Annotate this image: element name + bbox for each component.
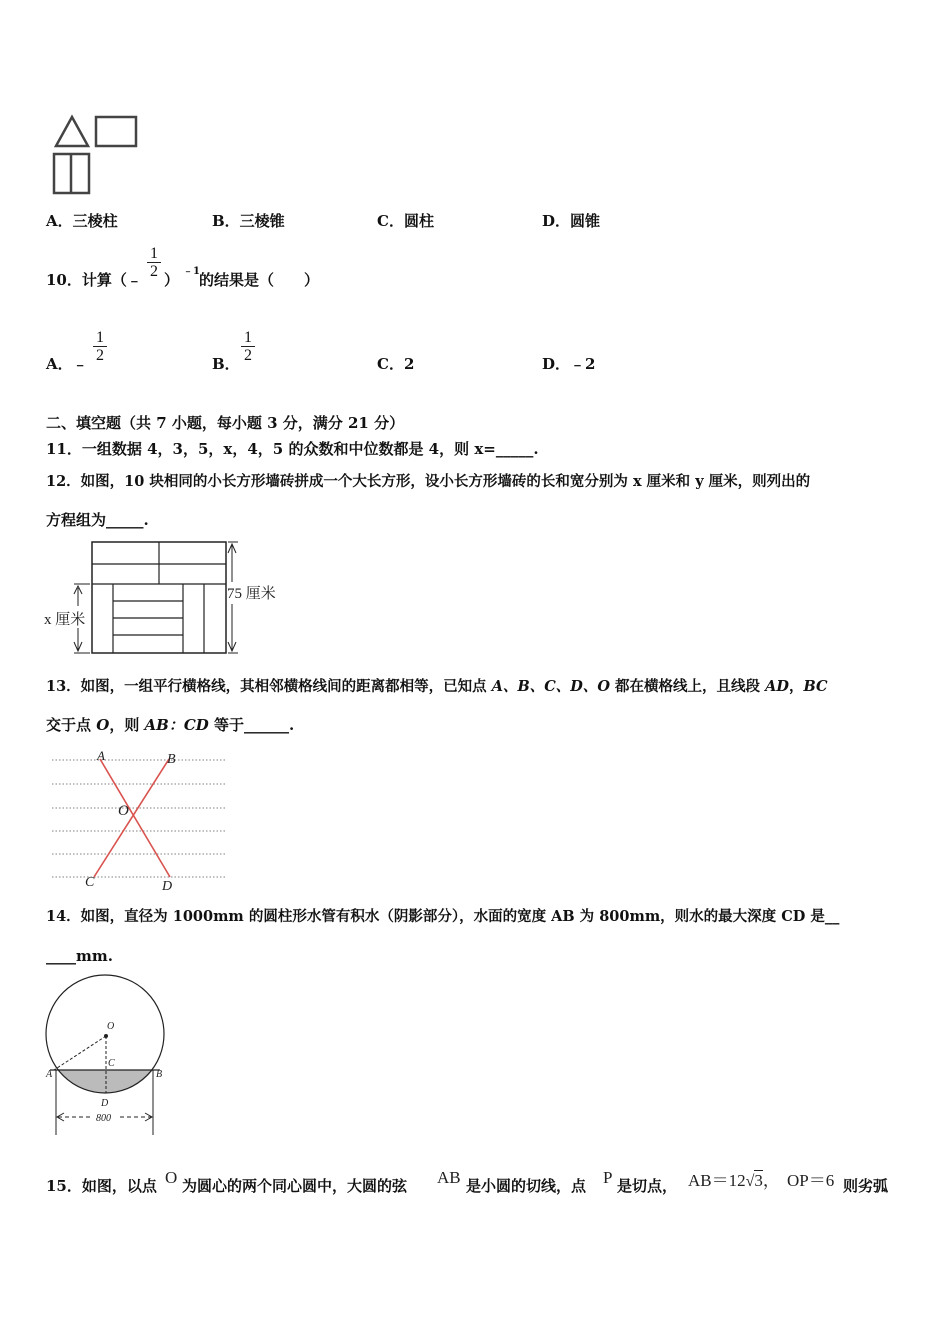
q13-line-1 (46, 678, 828, 696)
q13-segment-ad: AD (765, 678, 789, 695)
segment-ad (100, 759, 170, 877)
q13-line-1-c: ， (788, 678, 804, 695)
q15-ab-equation (688, 1166, 780, 1191)
fraction-numerator: 1 (147, 245, 161, 263)
fraction-denominator: 2 (244, 347, 252, 364)
label-800: 800 (96, 1113, 111, 1124)
sqrt-argument: 3 (754, 1171, 763, 1190)
parallel-lines-figure (45, 745, 235, 895)
q13-ratio: AB：CD (144, 716, 209, 734)
q9-option-c: C．圆柱 (377, 212, 434, 230)
q13-points: A、B、C、D、O (491, 678, 610, 695)
q10-stem-suffix: ） (164, 271, 180, 289)
q13-line-2-c: 等于______. (208, 716, 295, 734)
section-title: 二、填空题（共 7 小题，每小题 3 分，满分 21 分） (46, 414, 405, 432)
q13-line-2-b: ，则 (109, 716, 145, 734)
q14-line-1: 14．如图，直径为 1000mm 的圆柱形水管有积水（阴影部分），水面的宽度 AB 为 800mm，则水的最大深度 CD 是__ (46, 908, 840, 925)
label-a: A (46, 1069, 53, 1080)
ab-equals: AB＝12 (688, 1171, 746, 1190)
fig-label-x-cm: x 厘米 (44, 612, 86, 628)
side-view-rectangle (96, 117, 136, 146)
q13-line-1-b: 都在横格线上，且线段 (610, 678, 766, 695)
q15-point-o: O (165, 1168, 178, 1187)
sqrt-sign: √ (745, 1173, 755, 1190)
q10-option-a-fraction (93, 329, 107, 364)
q12-line-2: 方程组为_____. (46, 511, 149, 529)
fraction-denominator: 2 (96, 347, 104, 364)
q15-suffix: 则劣弧 (843, 1177, 889, 1195)
q15-prefix: 15．如图，以点 (46, 1177, 157, 1195)
q15-chord-ab: AB (437, 1168, 461, 1187)
q14-line-2: ____mm. (46, 947, 113, 965)
q13-line-1-a: 13．如图，一组平行横格线，其相邻横格线间的距离都相等，已知点 (46, 678, 492, 695)
q9-option-a: A．三棱柱 (46, 212, 118, 230)
q15-mid-1: 为圆心的两个同心圆中，大圆的弦 (182, 1177, 408, 1195)
label-b: B (167, 752, 176, 767)
label-d: D (162, 879, 173, 894)
q10-stem-tail: 的结果是（ ） (199, 271, 320, 289)
q9-option-d: D．圆锥 (542, 212, 601, 230)
q10-option-b-label: B． (212, 355, 240, 373)
label-c: C (85, 875, 95, 890)
q10-option-a-label: A．﹣ (46, 355, 88, 373)
label-c: C (108, 1058, 115, 1069)
label-o: O (118, 803, 129, 819)
label-o: O (107, 1021, 115, 1032)
q9-option-b: B．三棱锥 (212, 212, 285, 230)
front-view-triangle (56, 117, 88, 146)
fig-label-75-cm: 75 厘米 (227, 586, 276, 602)
q15-mid-2: 是小圆的切线，点 (466, 1177, 587, 1195)
q15-comma: ， (762, 1171, 780, 1190)
three-view-figure (45, 110, 145, 200)
q10-option-b-fraction (241, 329, 255, 364)
q15-point-p: P (603, 1168, 613, 1187)
q10-exponent: ﹣1 (183, 266, 200, 277)
q10-option-d: D．﹣2 (542, 355, 596, 373)
q13-segment-bc: BC (803, 678, 828, 695)
q13-point-o: O (96, 716, 110, 734)
q12-line-1: 12．如图，10 块相同的小长方形墙砖拼成一个大长方形，设小长方形墙砖的长和宽分别为 x 厘米和 y 厘米，则列出的 (46, 473, 811, 490)
label-a: A (97, 748, 105, 763)
q10-stem-prefix: 10．计算（﹣ (46, 271, 142, 289)
q10-option-c: C．2 (377, 355, 415, 373)
q10-fraction (147, 245, 161, 280)
label-b: B (156, 1069, 163, 1080)
fraction-numerator: 1 (93, 329, 107, 347)
q13-line-2-a: 交于点 (46, 716, 97, 734)
q15-mid-3: 是切点， (617, 1177, 678, 1195)
fraction-denominator: 2 (150, 263, 158, 280)
water-pipe-figure (40, 975, 175, 1140)
segment-bc (94, 759, 169, 877)
q15-op-equation: OP＝6 (787, 1171, 835, 1190)
fraction-numerator: 1 (241, 329, 255, 347)
q13-line-2 (46, 716, 294, 734)
q11-text: 11．一组数据 4，3，5，x，4，5 的众数和中位数都是 4，则 x=_____. (46, 440, 539, 458)
label-d: D (101, 1098, 109, 1109)
